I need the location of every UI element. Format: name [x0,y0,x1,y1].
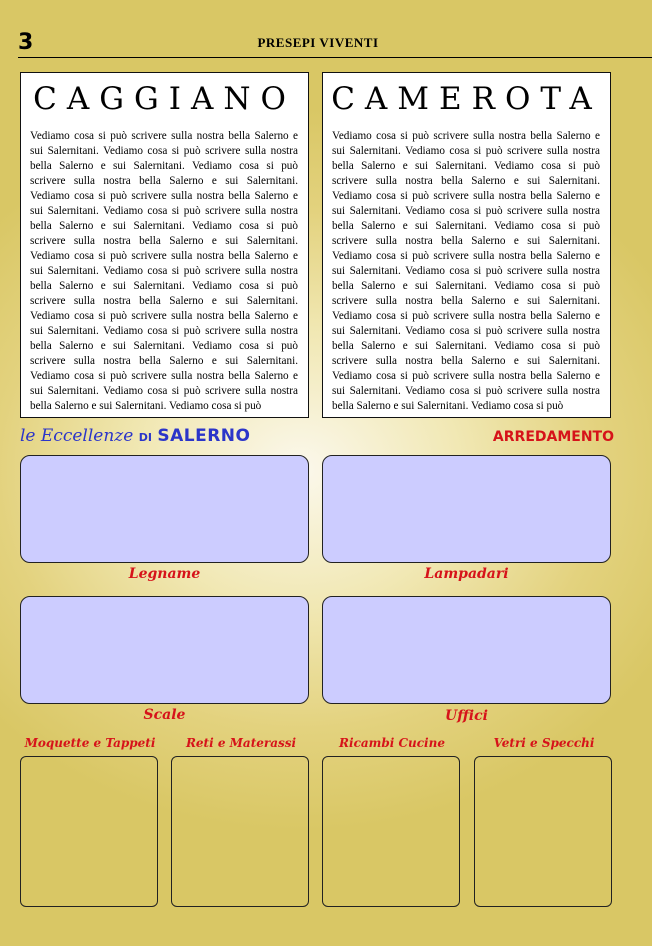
excellence-city: SALERNO [157,426,251,446]
article-camerota [322,72,611,418]
article-title: CAMEROTA [331,81,602,117]
label-legname: Legname [128,566,201,582]
label-scale: Scale [143,707,186,723]
label-vetri: Vetri e Specchi [493,736,595,750]
section-label: ARREDAMENTO [492,429,614,445]
page-header [0,0,652,58]
label-ricambi: Ricambi Cucine [339,736,445,750]
photo-box-uffici [322,596,611,704]
excellence-heading [20,426,251,446]
article-body: Vediamo cosa si può scrivere sulla nostra bella Salerno e sui Salernitani. Vediamo cosa si può scrivere sulla nostra bella Salerno e sui Salernitani. Vediamo cosa si può scrivere sulla nostra bella Salerno e sui Salernitani. Vediamo cosa si può scrivere sulla nostra bella Salerno e sui Salernitani. Vediamo cosa si può scrivere sulla nostra bella Salerno e sui Salernitani. Vediamo cosa si può scrivere sulla nostra bella Salerno e sui Salernitani. Vediamo cosa si può scrivere sulla nostra bella Salerno e sui Salernitani. Vediamo cosa si può scrivere sulla nostra bella Salerno e sui Salernitani. Vediamo cosa si può scrivere sulla nostra bella Salerno e sui Salernitani. Vediamo cosa si può scrivere sulla nostra bella Salerno e sui Salernitani. Vediamo cosa si può scrivere sulla nostra bella Salerno e sui Salernitani. Vediamo cosa si può scrivere sulla nostra bella Salerno e sui Salernitani. Vediamo cosa si può scrivere sulla nostra bella Salerno e sui Salernitani. Vediamo cosa si può scrivere sulla nostra bella Salerno e sui Salernitani. Vediamo cosa si può [332,130,600,412]
label-uffici: Uffici [445,708,488,724]
article-caggiano [20,72,309,418]
photo-box-ricambi [322,756,460,907]
label-lampadari: Lampadari [424,566,509,582]
photo-box-reti [171,756,309,907]
excellence-di: DI [138,431,152,444]
photo-box-lampadari [322,455,611,563]
article-body: Vediamo cosa si può scrivere sulla nostra bella Salerno e sui Salernitani. Vediamo cosa si può scrivere sulla nostra bella Salerno e sui Salernitani. Vediamo cosa si può scrivere sulla nostra bella Salerno e sui Salernitani. Vediamo cosa si può scrivere sulla nostra bella Salerno e sui Salernitani. Vediamo cosa si può scrivere sulla nostra bella Salerno e sui Salernitani. Vediamo cosa si può scrivere sulla nostra bella Salerno e sui Salernitani. Vediamo cosa si può scrivere sulla nostra bella Salerno e sui Salernitani. Vediamo cosa si può scrivere sulla nostra bella Salerno e sui Salernitani. Vediamo cosa si può scrivere sulla nostra bella Salerno e sui Salernitani. Vediamo cosa si può scrivere sulla nostra bella Salerno e sui Salernitani. Vediamo cosa si può scrivere sulla nostra bella Salerno e sui Salernitani. Vediamo cosa si può scrivere sulla nostra bella Salerno e sui Salernitani. Vediamo cosa si può scrivere sulla nostra bella Salerno e sui Salernitani. Vediamo cosa si può scrivere sulla nostra bella Salerno e sui Salernitani. Vediamo cosa si può [30,130,298,412]
page-number: 3 [18,30,34,55]
photo-box-moquette [20,756,158,907]
photo-box-legname [20,455,309,563]
label-moquette: Moquette e Tappeti [24,736,156,750]
article-title: CAGGIANO [33,81,296,117]
running-title: PRESEPI VIVENTI [257,35,379,50]
photo-box-vetri [474,756,612,907]
label-reti: Reti e Materassi [185,736,297,750]
excellence-prefix: le Eccellenze [20,426,134,446]
photo-box-scale [20,596,309,704]
header-rule [18,57,652,58]
